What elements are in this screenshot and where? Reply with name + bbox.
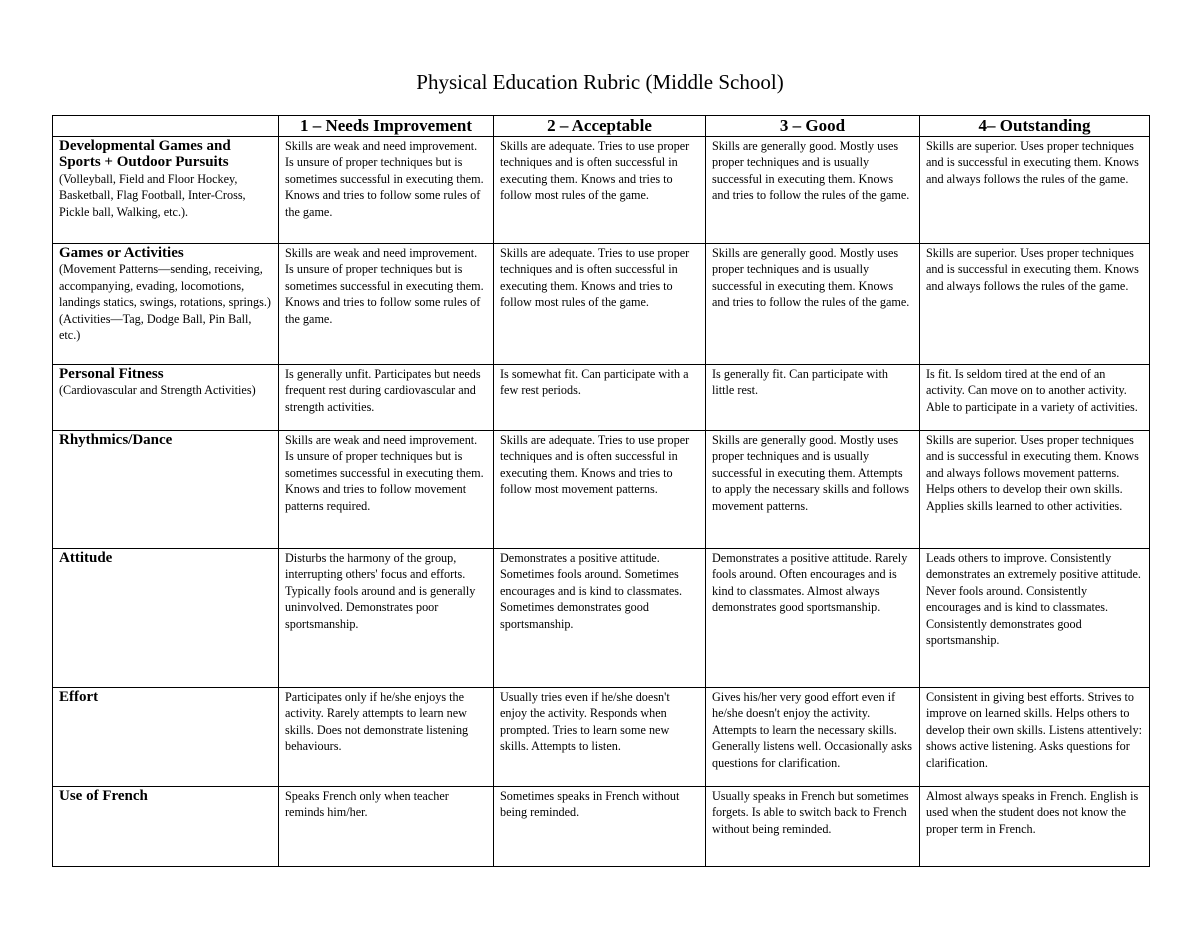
level-3-cell: Demonstrates a positive attitude. Rarely fools around. Often encourages and is kind to classmates. Almost always demonstrates good sportsmanship.: [706, 549, 920, 688]
table-row: [53, 549, 1150, 688]
level-4-cell: Leads others to improve. Consistently demonstrates an extremely positive attitude. Never fools around. Consistently encourages and is kind to classmates. Consistently demonstrates good sportsmanship.: [920, 549, 1150, 688]
level-1-cell: Is generally unfit. Participates but needs frequent rest during cardiovascular and strength activities.: [279, 365, 494, 431]
header-level-4: 4– Outstanding: [920, 116, 1150, 137]
level-1-cell: Participates only if he/she enjoys the activity. Rarely attempts to learn new skills. Does not demonstrate listening behaviours.: [279, 688, 494, 787]
table-row: [53, 688, 1150, 787]
level-4-cell: Skills are superior. Uses proper techniques and is successful in executing them. Knows and always follows movement patterns. Helps others to develop their own skills. Applies skills learned to other activities.: [920, 431, 1150, 549]
header-row: [53, 116, 1150, 137]
table-row: [53, 787, 1150, 867]
level-3-cell: Skills are generally good. Mostly uses proper techniques and is usually successful in executing them. Knows and tries to follow the rules of the game.: [706, 137, 920, 244]
level-2-cell: Demonstrates a positive attitude. Sometimes fools around. Sometimes encourages and is kind to classmates. Sometimes demonstrates good sportsmanship.: [494, 549, 706, 688]
level-2-cell: Skills are adequate. Tries to use proper techniques and is often successful in executing them. Knows and tries to follow most rules of the game.: [494, 244, 706, 365]
category-cell: [53, 137, 279, 244]
level-2-cell: Skills are adequate. Tries to use proper techniques and is often successful in executing them. Knows and tries to follow most movement patterns.: [494, 431, 706, 549]
document-title: Physical Education Rubric (Middle School): [416, 70, 784, 94]
category-detail: (Volleyball, Field and Floor Hockey, Basketball, Flag Football, Inter-Cross, Pickle ball, Walking, etc.).: [59, 171, 246, 219]
table-row: [53, 365, 1150, 431]
level-1-cell: Disturbs the harmony of the group, interrupting others' focus and efforts. Typically fools around and is generally uninvolved. Demonstrates poor sportsmanship.: [279, 549, 494, 688]
level-2-cell: Sometimes speaks in French without being reminded.: [494, 787, 706, 867]
level-2-cell: Usually tries even if he/she doesn't enjoy the activity. Responds when prompted. Tries to learn some new skills. Attempts to listen.: [494, 688, 706, 787]
header-category: [53, 116, 279, 137]
header-level-1: 1 – Needs Improvement: [279, 116, 494, 137]
level-1-cell: Skills are weak and need improvement. Is unsure of proper techniques but is sometimes successful in executing them. Knows and tries to follow movement patterns required.: [279, 431, 494, 549]
category-cell: [53, 549, 279, 688]
rubric-table: [52, 115, 1150, 867]
category-title: Effort: [59, 689, 99, 705]
level-3-cell: Is generally fit. Can participate with little rest.: [706, 365, 920, 431]
level-3-cell: Usually speaks in French but sometimes forgets. Is able to switch back to French without being reminded.: [706, 787, 920, 867]
table-row: [53, 244, 1150, 365]
level-4-cell: Almost always speaks in French. English is used when the student does not know the proper term in French.: [920, 787, 1150, 867]
category-title: Attitude: [59, 550, 113, 566]
header-level-2: 2 – Acceptable: [494, 116, 706, 137]
category-cell: [53, 431, 279, 549]
level-4-cell: Is fit. Is seldom tired at the end of an activity. Can move on to another activity. Able to participate in a variety of activities.: [920, 365, 1150, 431]
level-3-cell: Gives his/her very good effort even if he/she doesn't enjoy the activity. Attempts to learn the necessary skills. Generally listens well. Occasionally asks questions for clarification.: [706, 688, 920, 787]
level-4-cell: Consistent in giving best efforts. Strives to improve on learned skills. Helps others to develop their own skills. Listens attentively: shows active listening. Asks questions for clarification.: [920, 688, 1150, 787]
category-cell: [53, 365, 279, 431]
category-detail: (Movement Patterns—sending, receiving, accompanying, evading, locomotions, landings statics, swings, rotations, springs.) (Activities—Tag, Dodge Ball, Pin Ball, etc.): [59, 262, 271, 343]
level-4-cell: Skills are superior. Uses proper techniques and is successful in executing them. Knows and always follows the rules of the game.: [920, 137, 1150, 244]
category-detail: (Cardiovascular and Strength Activities): [59, 383, 256, 398]
header-level-3: 3 – Good: [706, 116, 920, 137]
category-title: Developmental Games and Sports + Outdoor Pursuits: [59, 138, 231, 171]
category-title: Games or Activities: [59, 245, 184, 261]
level-1-cell: Skills are weak and need improvement. Is unsure of proper techniques but is sometimes successful in executing them. Knows and tries to follow some rules of the game.: [279, 244, 494, 365]
category-cell: [53, 787, 279, 867]
level-1-cell: Speaks French only when teacher reminds him/her.: [279, 787, 494, 867]
table-row: [53, 137, 1150, 244]
category-cell: [53, 688, 279, 787]
category-title: Use of French: [59, 788, 148, 804]
level-2-cell: Skills are adequate. Tries to use proper techniques and is often successful in executing them. Knows and tries to follow most rules of the game.: [494, 137, 706, 244]
level-4-cell: Skills are superior. Uses proper techniques and is successful in executing them. Knows and always follows the rules of the game.: [920, 244, 1150, 365]
level-1-cell: Skills are weak and need improvement. Is unsure of proper techniques but is sometimes successful in executing them. Knows and tries to follow some rules of the game.: [279, 137, 494, 244]
category-title: Rhythmics/Dance: [59, 432, 173, 448]
level-3-cell: Skills are generally good. Mostly uses proper techniques and is usually successful in executing them. Attempts to apply the necessary skills and follows movement patterns.: [706, 431, 920, 549]
category-title: Personal Fitness: [59, 366, 164, 382]
table-row: [53, 431, 1150, 549]
level-2-cell: Is somewhat fit. Can participate with a few rest periods.: [494, 365, 706, 431]
level-3-cell: Skills are generally good. Mostly uses proper techniques and is usually successful in executing them. Knows and tries to follow the rules of the game.: [706, 244, 920, 365]
category-cell: [53, 244, 279, 365]
